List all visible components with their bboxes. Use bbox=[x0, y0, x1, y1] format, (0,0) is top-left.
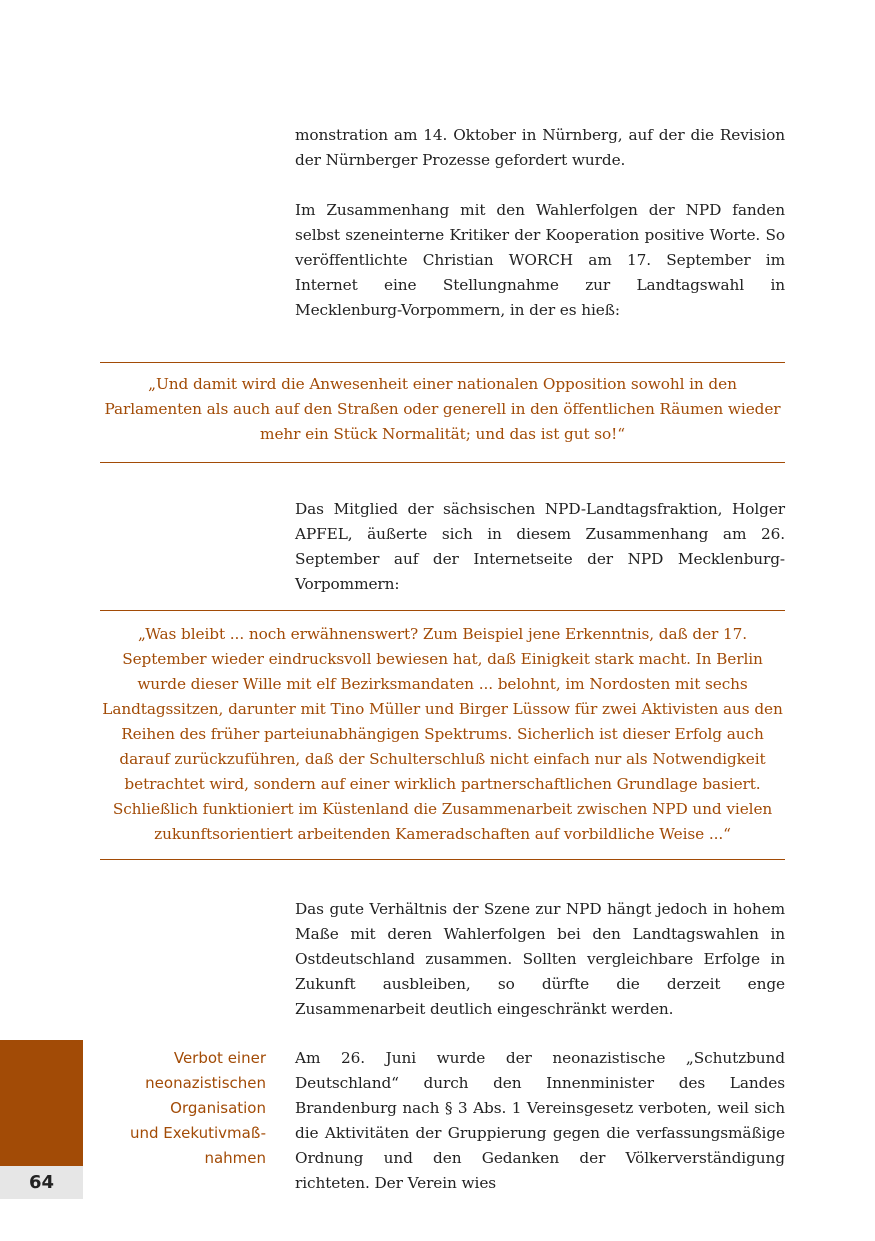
paragraph-1: monstration am 14. Oktober in Nürnberg, auf der die Revision der Nürnberger Prozesse gefordert wurde. bbox=[295, 126, 785, 169]
margin-note-line: nahmen bbox=[204, 1149, 266, 1167]
paragraph-5: Am 26. Juni wurde der neonazistische „Schutzbund Deutschland“ durch den Innenminister des Landes Brandenburg nach § 3 Abs. 1 Vereinsgesetz verboten, weil sich die Aktivitäten der Gruppierung gegen die verfassungsmäßige Ordnung und den Gedanken der Völkerverständigung richteten. Der Verein wies bbox=[295, 1049, 785, 1192]
margin-note-line: neonazistischen bbox=[145, 1074, 266, 1092]
paragraph-4: Das gute Verhältnis der Szene zur NPD hängt jedoch in hohem Maße mit deren Wahlerfolgen bei den Landtagswahlen in Ostdeutschland zusammen. Sollten vergleichbare Erfolge in Zukunft ausbleiben, so dürfte die derzeit enge Zusammenarbeit deutlich eingeschränkt werden. bbox=[295, 900, 785, 1018]
margin-note-line: Verbot einer bbox=[173, 1049, 266, 1067]
paragraph-2: Im Zusammenhang mit den Wahlerfolgen der NPD fanden selbst szeneinterne Kritiker der Kooperation positive Worte. So veröffentlichte Christian WORCH am 17. September im Internet eine Stellungnahme zur Landtagswahl in Mecklenburg-Vorpommern, in der es hieß: bbox=[295, 201, 785, 319]
quote-2-text: „Was bleibt ... noch erwähnenswert? Zum Beispiel jene Erkenntnis, daß der 17. September wieder eindrucksvoll bewiesen hat, daß Einigkeit stark macht. In Berlin wurde dieser Wille mit elf Bezirksmandaten ... belohnt, im Nordosten mit sechs Landtagssitzen, darunter mit Tino Müller und Birger Lüssow für zwei Aktivisten aus den Reihen des früher parteiunabhängigen Spektrums. Sicherlich ist dieser Erfolg auch darauf zurückzuführen, daß der Schulterschluß nicht einfach nur als Notwendigkeit betrachtet wird, sondern auf einer wirklich partnerschaftlichen Grundlage basiert. Schließlich funktioniert im Küstenland die Zusammenarbeit zwischen NPD und vielen zukunftsorientiert arbeitenden Kameradschaften auf vorbildliche Weise ...“ bbox=[102, 625, 783, 843]
block-quote-2 bbox=[100, 610, 785, 860]
margin-note-line: Organisation bbox=[170, 1099, 266, 1117]
block-quote-1 bbox=[100, 362, 785, 463]
quote-1-text: „Und damit wird die Anwesenheit einer nationalen Opposition sowohl in den Parlamenten als auch auf den Straßen oder generell in den öffentlichen Räumen wieder mehr ein Stück Normalität; und das ist gut so!“ bbox=[104, 375, 781, 443]
page-number: 64 bbox=[0, 1166, 83, 1199]
page-tab-decoration bbox=[0, 1040, 83, 1166]
margin-note bbox=[100, 1046, 266, 1171]
paragraph-3: Das Mitglied der sächsischen NPD-Landtagsfraktion, Holger APFEL, äußerte sich in diesem Zusammenhang am 26. September auf der Internetseite der NPD Mecklenburg-Vorpommern: bbox=[295, 500, 785, 593]
margin-note-line: und Exekutivmaß- bbox=[129, 1124, 266, 1142]
